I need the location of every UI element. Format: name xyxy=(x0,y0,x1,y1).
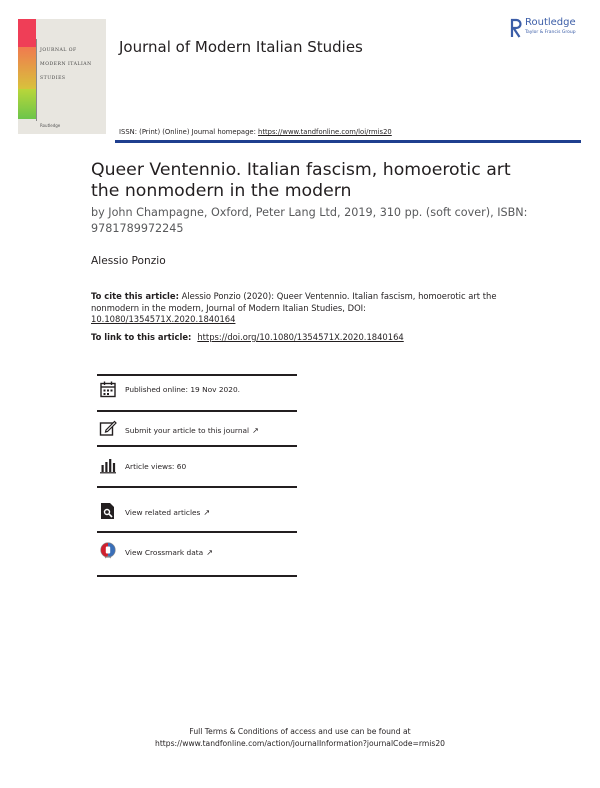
external-link-icon: ↗ xyxy=(206,548,213,557)
cover-divider xyxy=(36,39,37,121)
cover-title-line: JOURNAL OF xyxy=(40,48,77,53)
submit-article-link[interactable]: Submit your article to this journal ↗ xyxy=(125,426,259,435)
section-divider xyxy=(97,575,297,577)
section-divider xyxy=(97,445,297,447)
bar-chart-icon xyxy=(99,456,117,474)
calendar-icon xyxy=(99,380,117,398)
routledge-r-icon xyxy=(510,17,522,39)
pencil-submit-icon xyxy=(99,419,117,437)
cover-color-band xyxy=(18,47,36,89)
external-link-icon: ↗ xyxy=(252,426,259,435)
journal-title[interactable]: Journal of Modern Italian Studies xyxy=(119,38,363,56)
submit-article-row[interactable] xyxy=(97,418,297,442)
link-to-article xyxy=(91,332,404,342)
citation-block xyxy=(91,291,511,326)
issn-line xyxy=(119,128,392,136)
cover-color-band xyxy=(18,19,36,47)
crossmark-icon xyxy=(99,542,117,560)
header-rule xyxy=(115,140,581,143)
article-views-row xyxy=(97,455,297,477)
cover-title-line: STUDIES xyxy=(40,76,66,81)
journal-information-link[interactable]: https://www.tandfonline.com/action/journalInformation?journalCode=rmis20 xyxy=(155,738,445,748)
doi-link[interactable]: 10.1080/1354571X.2020.1840164 xyxy=(91,314,236,325)
book-review-info: by John Champagne, Oxford, Peter Lang Ltd, 2019, 310 pp. (soft cover), ISBN: 9781789972245 xyxy=(91,206,528,235)
published-online-text: Published online: 19 Nov 2020. xyxy=(125,385,240,394)
section-divider xyxy=(97,410,297,412)
section-divider xyxy=(97,531,297,533)
section-divider xyxy=(97,374,297,376)
terms-footer xyxy=(100,726,500,749)
author-name: Alessio Ponzio xyxy=(91,255,166,267)
cover-color-band xyxy=(18,89,36,119)
issn-prefix: ISSN: (Print) (Online) Journal homepage: xyxy=(119,128,259,136)
crossmark-link[interactable]: View Crossmark data ↗ xyxy=(125,548,213,557)
section-divider xyxy=(97,486,297,488)
logo-name: Routledge xyxy=(525,17,576,28)
logo-tagline: Taylor & Francis Group xyxy=(525,30,576,35)
published-online-row xyxy=(97,380,297,402)
citation-text: Alessio Ponzio (2020): Queer Ventennio. Italian fascism, homoerotic art the nonmodern in the modern, Journal of Modern Italian Studies, DOI: xyxy=(91,291,497,313)
journal-homepage-link[interactable]: https://www.tandfonline.com/loi/rmis20 xyxy=(258,128,392,136)
cover-publisher: Routledge xyxy=(40,123,61,128)
related-articles-link[interactable]: View related articles ↗ xyxy=(125,508,211,517)
link-label: To link to this article: xyxy=(91,332,195,342)
citation-label: To cite this article: xyxy=(91,291,179,301)
search-document-icon xyxy=(99,502,117,520)
article-views-text: Article views: 60 xyxy=(125,462,187,471)
article-title: Queer Ventennio. Italian fascism, homoerotic art the nonmodern in the modern xyxy=(91,160,511,201)
external-link-icon: ↗ xyxy=(203,508,211,517)
routledge-logo[interactable] xyxy=(510,17,594,41)
article-doi-url-link[interactable]: https://doi.org/10.1080/1354571X.2020.1840164 xyxy=(197,332,404,342)
related-articles-row[interactable] xyxy=(97,501,297,525)
footer-line: Full Terms & Conditions of access and use can be found at xyxy=(189,727,411,736)
journal-cover-thumbnail[interactable] xyxy=(18,19,106,134)
crossmark-row[interactable] xyxy=(97,541,297,565)
cover-title-line: MODERN ITALIAN xyxy=(40,62,92,67)
